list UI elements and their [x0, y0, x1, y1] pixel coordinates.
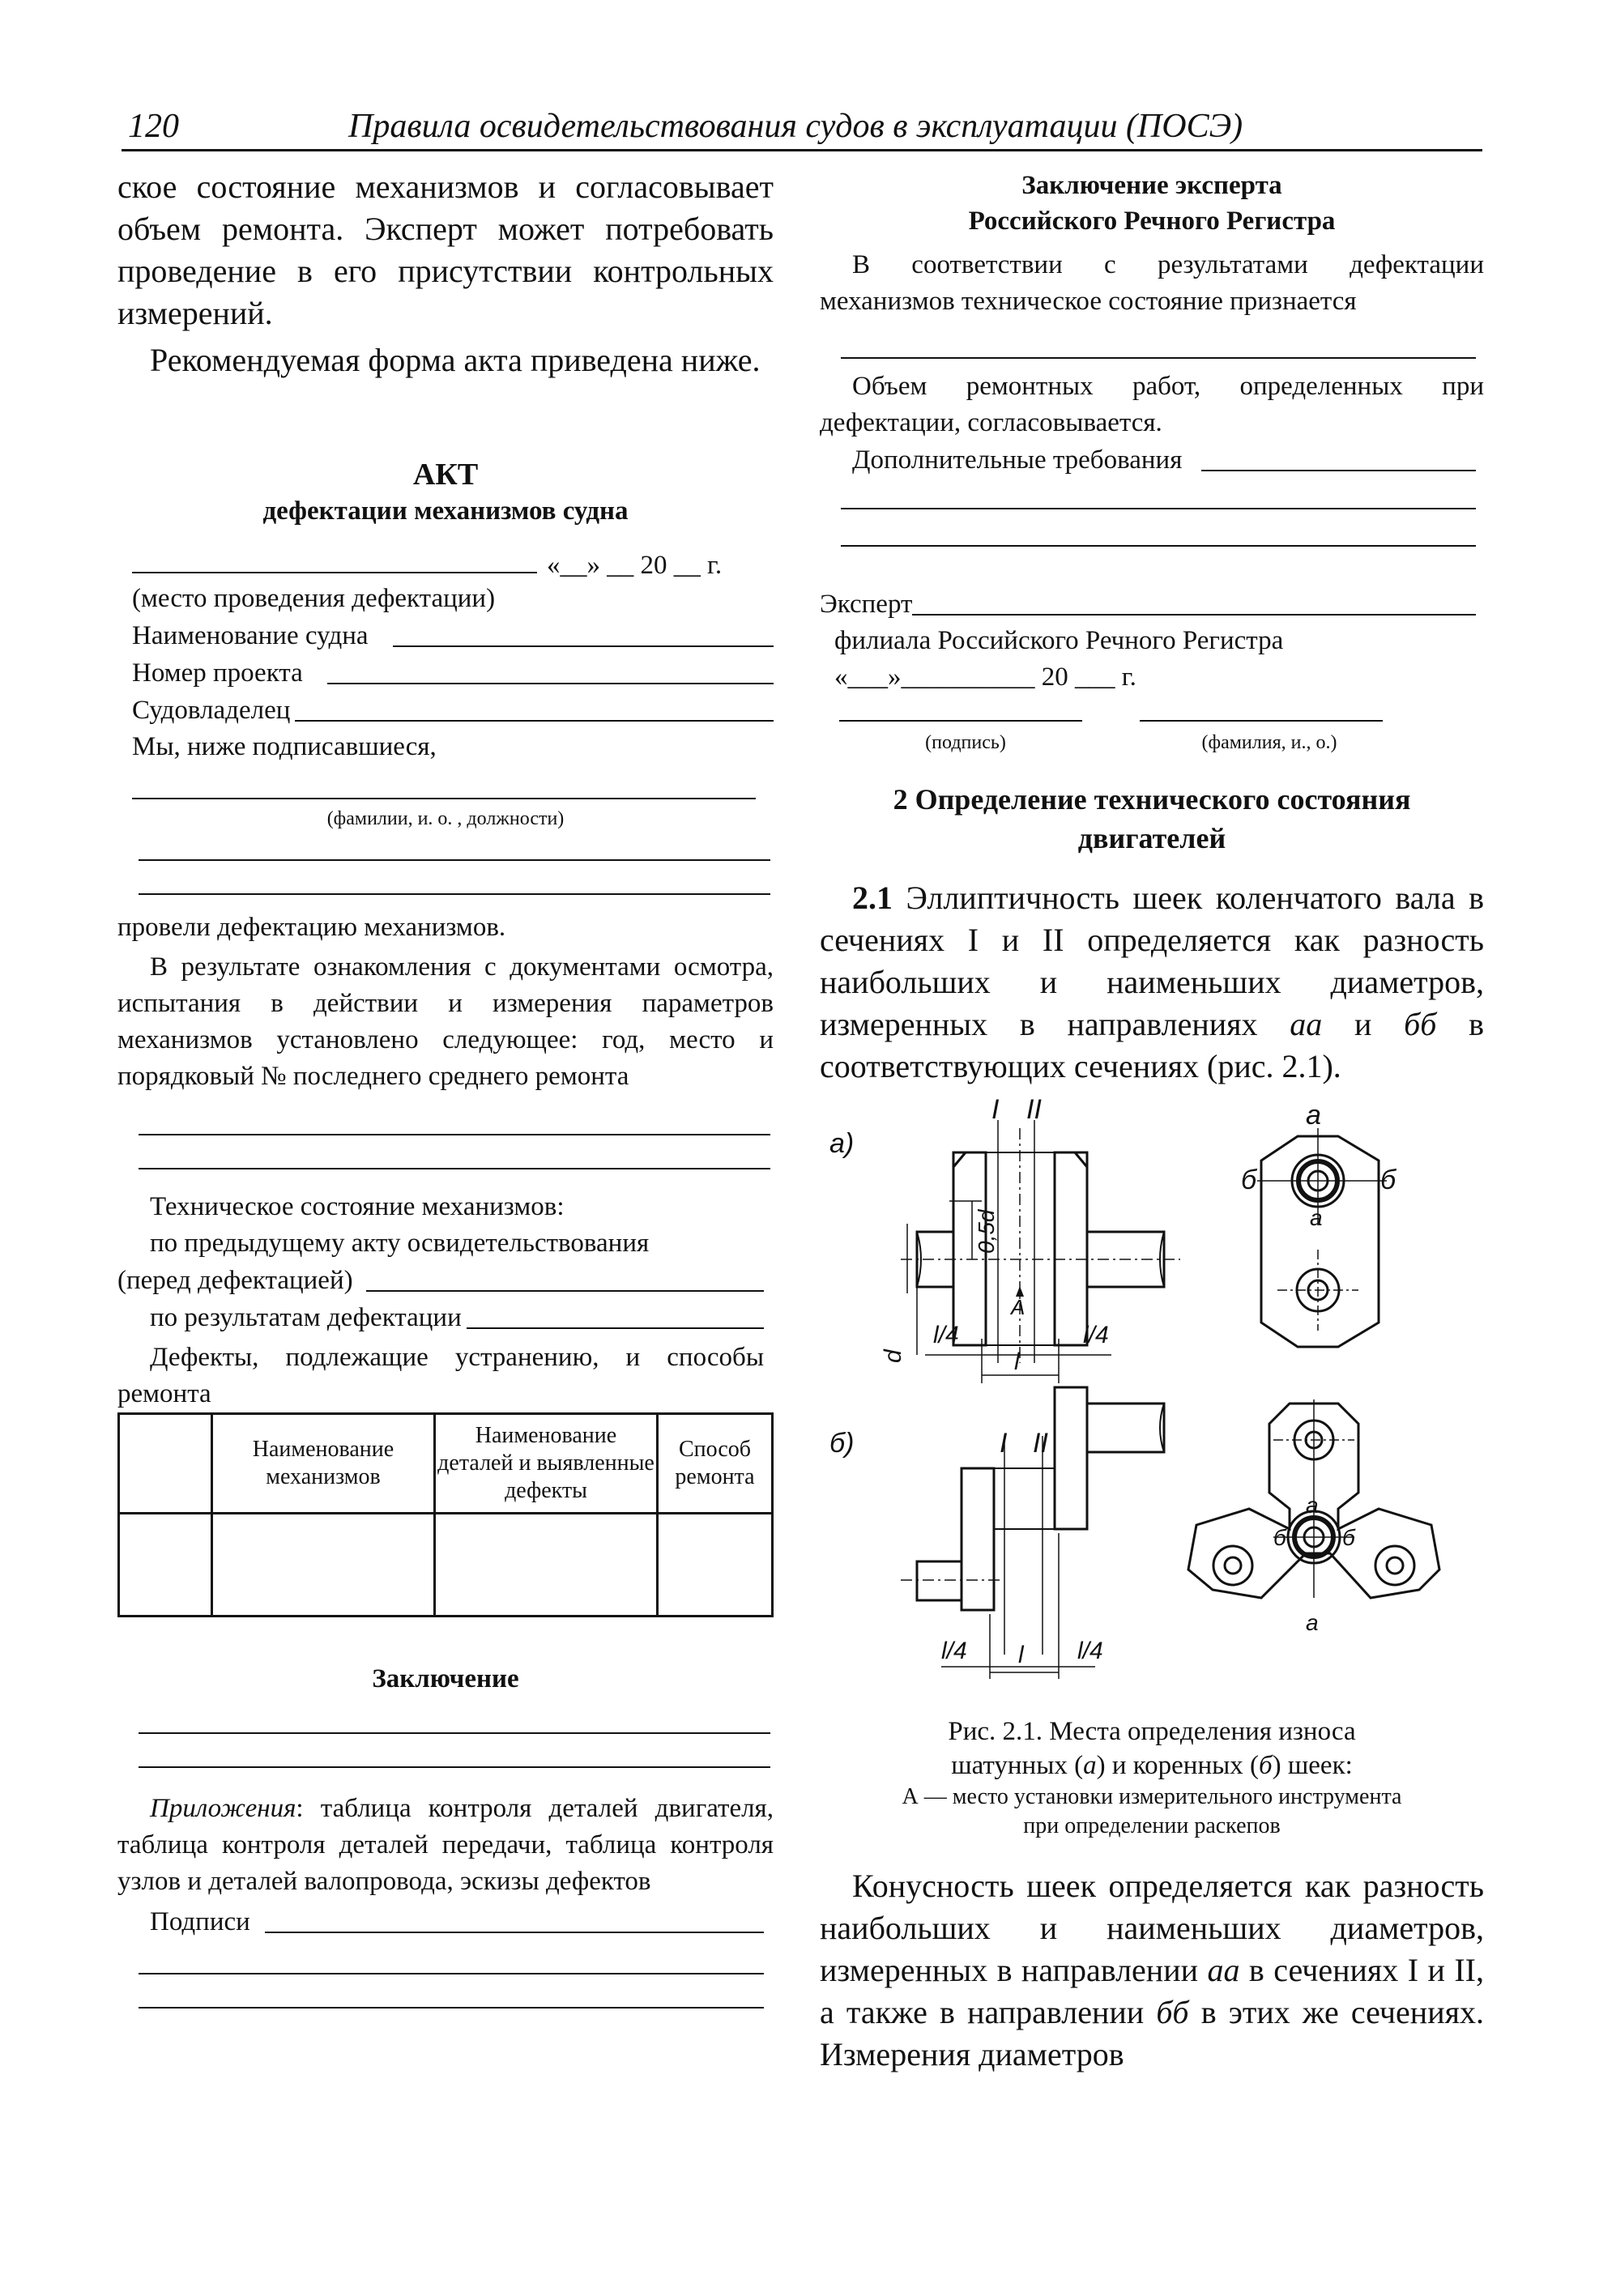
section-2-label-b: II — [1033, 1428, 1048, 1459]
dir-a-label-4: а — [1306, 1610, 1319, 1635]
table-cell[interactable] — [119, 1514, 212, 1617]
signature-block — [820, 696, 1484, 752]
table-header-row — [119, 1414, 773, 1514]
shipowner-label: Судовладелец — [132, 696, 291, 725]
para-end: в соответствующих сечениях (рис. 2.1). — [820, 1006, 1485, 1084]
project-number-row — [132, 654, 774, 692]
before-defect-row — [117, 1262, 764, 1299]
web-right-a — [1055, 1152, 1087, 1345]
scope-paragraph: Объем ремонтных работ, определенных при дефектации, согласовывается. — [820, 372, 1484, 437]
para-aa: аа — [1290, 1006, 1323, 1042]
names-line-1[interactable] — [132, 798, 756, 799]
page-header — [122, 104, 1482, 151]
repair-line-1[interactable] — [139, 1134, 770, 1135]
signature-caption: (подпись) — [925, 732, 1006, 753]
performed-text: провели дефектацию механизмов. — [117, 913, 506, 942]
dir-b-label-3: б — [1273, 1525, 1286, 1550]
para-bb: бб — [1404, 1006, 1437, 1042]
recommended-paragraph: Рекомендуемая форма акта приведена ниже. — [150, 342, 761, 378]
vessel-name-field[interactable] — [393, 645, 774, 647]
dim-l4-label-b2: l/4 — [1077, 1638, 1103, 1664]
shipowner-row — [132, 692, 774, 729]
repair-line-2[interactable] — [139, 1168, 770, 1169]
caption-part: ) шеек: — [1272, 1751, 1353, 1780]
table-cell[interactable] — [212, 1514, 435, 1617]
names-line-2[interactable] — [139, 859, 770, 861]
act-subtitle: дефектации механизмов судна — [262, 496, 629, 526]
signature-line-2[interactable] — [139, 1973, 764, 1974]
taper-aa: аа — [1207, 1952, 1240, 1988]
crankshaft-figure — [820, 1096, 1484, 1703]
dim-l4-label-b1: l/4 — [941, 1638, 967, 1664]
figure-label-b: б) — [829, 1428, 855, 1459]
table-cell[interactable] — [435, 1514, 658, 1617]
accordance-paragraph: В соответствии с результатами дефектации механизмов техническое состояние признается — [820, 250, 1484, 316]
dim-d-label: d — [880, 1349, 906, 1363]
additional-line-3[interactable] — [841, 545, 1476, 547]
expert-title-1: Заключение эксперта — [1021, 171, 1282, 200]
table-header-cell: Наименование механизмов — [212, 1414, 435, 1514]
vessel-name-row — [132, 617, 774, 654]
section-1-label-b: I — [1000, 1428, 1008, 1459]
dim-l4-label-a2: l/4 — [1083, 1322, 1109, 1348]
intro-paragraph: ское состояние механизмов и согласовывает объем ремонта. Эксперт может потребовать проведение в его присутствии контрольных измерений. — [117, 168, 774, 331]
section-1-label-a: I — [991, 1096, 1000, 1125]
before-defect-label: (перед дефектацией) — [117, 1266, 353, 1295]
signatures-row — [150, 1900, 764, 1940]
additional-label: Дополнительные требования — [852, 445, 1183, 475]
expert-row — [820, 586, 1476, 623]
names-line-3[interactable] — [139, 893, 770, 895]
table-header-cell: Наименование деталей и выявленные дефекты — [435, 1414, 658, 1514]
expert-label: Эксперт — [820, 590, 913, 619]
act-date: «__» __ 20 __ г. — [547, 551, 723, 580]
signature-line-3[interactable] — [139, 2007, 764, 2008]
taper-bb: бб — [1156, 1994, 1189, 2030]
vessel-name-label: Наименование судна — [132, 621, 369, 650]
caption-part: ) и коренных ( — [1096, 1751, 1260, 1780]
dir-a-label-1: а — [1306, 1100, 1321, 1131]
additional-line-2[interactable] — [841, 508, 1476, 509]
endview-a — [1257, 1128, 1387, 1347]
result-paragraph: В результате ознакомления с документами осмотра, испытания в действии и измерения параметров механизмов установлено следующее: год, место и порядковый № последнего среднего ремонта — [117, 952, 774, 1091]
figure-label-a: а) — [829, 1128, 855, 1159]
para-number: 2.1 — [852, 880, 893, 916]
figure-caption-4: при определении раскепов — [1023, 1813, 1281, 1838]
shaft-left-b — [917, 1561, 962, 1600]
dir-b-label-4: б — [1342, 1525, 1355, 1550]
shaft-right-b — [1087, 1404, 1164, 1452]
conclusion-line-1[interactable] — [139, 1732, 770, 1734]
ellipticity-paragraph — [820, 877, 1484, 1088]
taper-part: в сечениях I и II, а также в направлении — [820, 1952, 1484, 2030]
signature-field-1[interactable] — [265, 1932, 764, 1933]
table-row — [119, 1514, 773, 1617]
project-number-label: Номер проекта — [132, 658, 303, 688]
by-results-field[interactable] — [467, 1327, 764, 1329]
additional-row — [852, 441, 1476, 479]
expert-title-2: Российского Речного Регистра — [968, 207, 1336, 236]
table-header-cell — [119, 1414, 212, 1514]
dim-05d-label: 0,5d — [974, 1209, 999, 1254]
shipowner-field[interactable] — [295, 720, 774, 722]
caption-part: б — [1259, 1751, 1273, 1780]
para-and: и — [1322, 1006, 1405, 1042]
name-caption: (фамилия, и., о.) — [1201, 732, 1337, 753]
web-right-b — [1055, 1387, 1087, 1529]
dim-l-label-b: l — [1018, 1642, 1024, 1668]
defects-table — [117, 1412, 774, 1617]
caption-part: шатунных ( — [951, 1751, 1084, 1780]
section-title-1: 2 Определение технического состояния — [893, 783, 1411, 816]
project-number-field[interactable] — [327, 683, 774, 684]
place-line[interactable] — [132, 572, 537, 573]
table-header-cell: Способ ремонта — [658, 1414, 773, 1514]
running-title: Правила освидетельствования судов в эксплуатации (ПОСЭ) — [348, 108, 1243, 145]
additional-field[interactable] — [1201, 470, 1476, 471]
para-text: Эллиптичность шеек коленчатого вала в сечениях I и II определяется как разность наибольших и наименьших диаметров, измеренных в направлениях — [820, 880, 1484, 1042]
taper-part: Конусность шеек определяется как разность наибольших и наименьших диаметров, измеренных в направлении — [820, 1868, 1484, 1988]
dim-l-label-a: l — [1014, 1348, 1020, 1375]
branch-label: филиала Российского Речного Регистра — [834, 626, 1284, 655]
appendix-label: Приложения — [150, 1794, 296, 1823]
expert-signature-line[interactable] — [839, 720, 1082, 722]
prev-act-label: по предыдущему акту освидетельствования — [150, 1229, 650, 1258]
dim-l4-label-a1: l/4 — [933, 1322, 959, 1348]
section-2-label-a: II — [1026, 1096, 1042, 1125]
state-line[interactable] — [841, 357, 1476, 359]
signatures-label: Подписи — [150, 1907, 250, 1936]
names-caption: (фамилии, и. о. , должности) — [326, 808, 565, 829]
dir-a-label-2: а — [1310, 1205, 1323, 1230]
conclusion-line-2[interactable] — [139, 1766, 770, 1768]
expert-field[interactable] — [912, 614, 1476, 616]
page-number: 120 — [128, 108, 179, 145]
appendix-text: : таблица контроля деталей двигателя, таблица контроля деталей передачи, таблица контроля узлов и деталей валопровода, эскизы дефектов — [117, 1794, 774, 1896]
figure-caption-3: А — место установки измерительного инструмента — [902, 1784, 1402, 1809]
act-date-row — [117, 545, 774, 581]
caption-part: а — [1083, 1751, 1097, 1780]
expert-name-line[interactable] — [1140, 720, 1383, 722]
conclusion-title: Заключение — [372, 1664, 519, 1693]
taper-part: в этих же сечениях. Измерения диаметров — [820, 1994, 1484, 2072]
left-column — [117, 166, 774, 2008]
dir-b-label-2: б — [1380, 1165, 1396, 1195]
defects-label: Дефекты, подлежащие устранению, и способы ремонта — [117, 1343, 764, 1408]
by-results-label: по результатам дефектации — [150, 1303, 462, 1332]
before-defect-field[interactable] — [366, 1290, 764, 1292]
table-cell[interactable] — [658, 1514, 773, 1617]
journal-b — [994, 1468, 1055, 1529]
tech-state-label: Техническое состояние механизмов: — [150, 1192, 565, 1221]
dir-a-label-3: а — [1306, 1493, 1319, 1518]
figure-caption-2 — [820, 1749, 1484, 1783]
web-left-b — [962, 1468, 994, 1610]
place-caption: (место проведения дефектации) — [132, 584, 496, 613]
act-title: АКТ — [412, 458, 479, 492]
section-title-2: двигателей — [1077, 822, 1226, 854]
by-results-row — [150, 1299, 764, 1336]
point-A-label: А — [1011, 1295, 1025, 1319]
taper-paragraph — [820, 1865, 1484, 2076]
appendix-paragraph — [117, 1791, 774, 1900]
figure-caption-1: Рис. 2.1. Места определения износа — [948, 1717, 1356, 1746]
right-column — [820, 166, 1484, 2076]
dir-b-label-1: б — [1241, 1165, 1257, 1195]
expert-date: «___»__________ 20 ___ г. — [834, 662, 1136, 692]
undersigned-label: Мы, ниже подписавшиеся, — [132, 732, 437, 761]
